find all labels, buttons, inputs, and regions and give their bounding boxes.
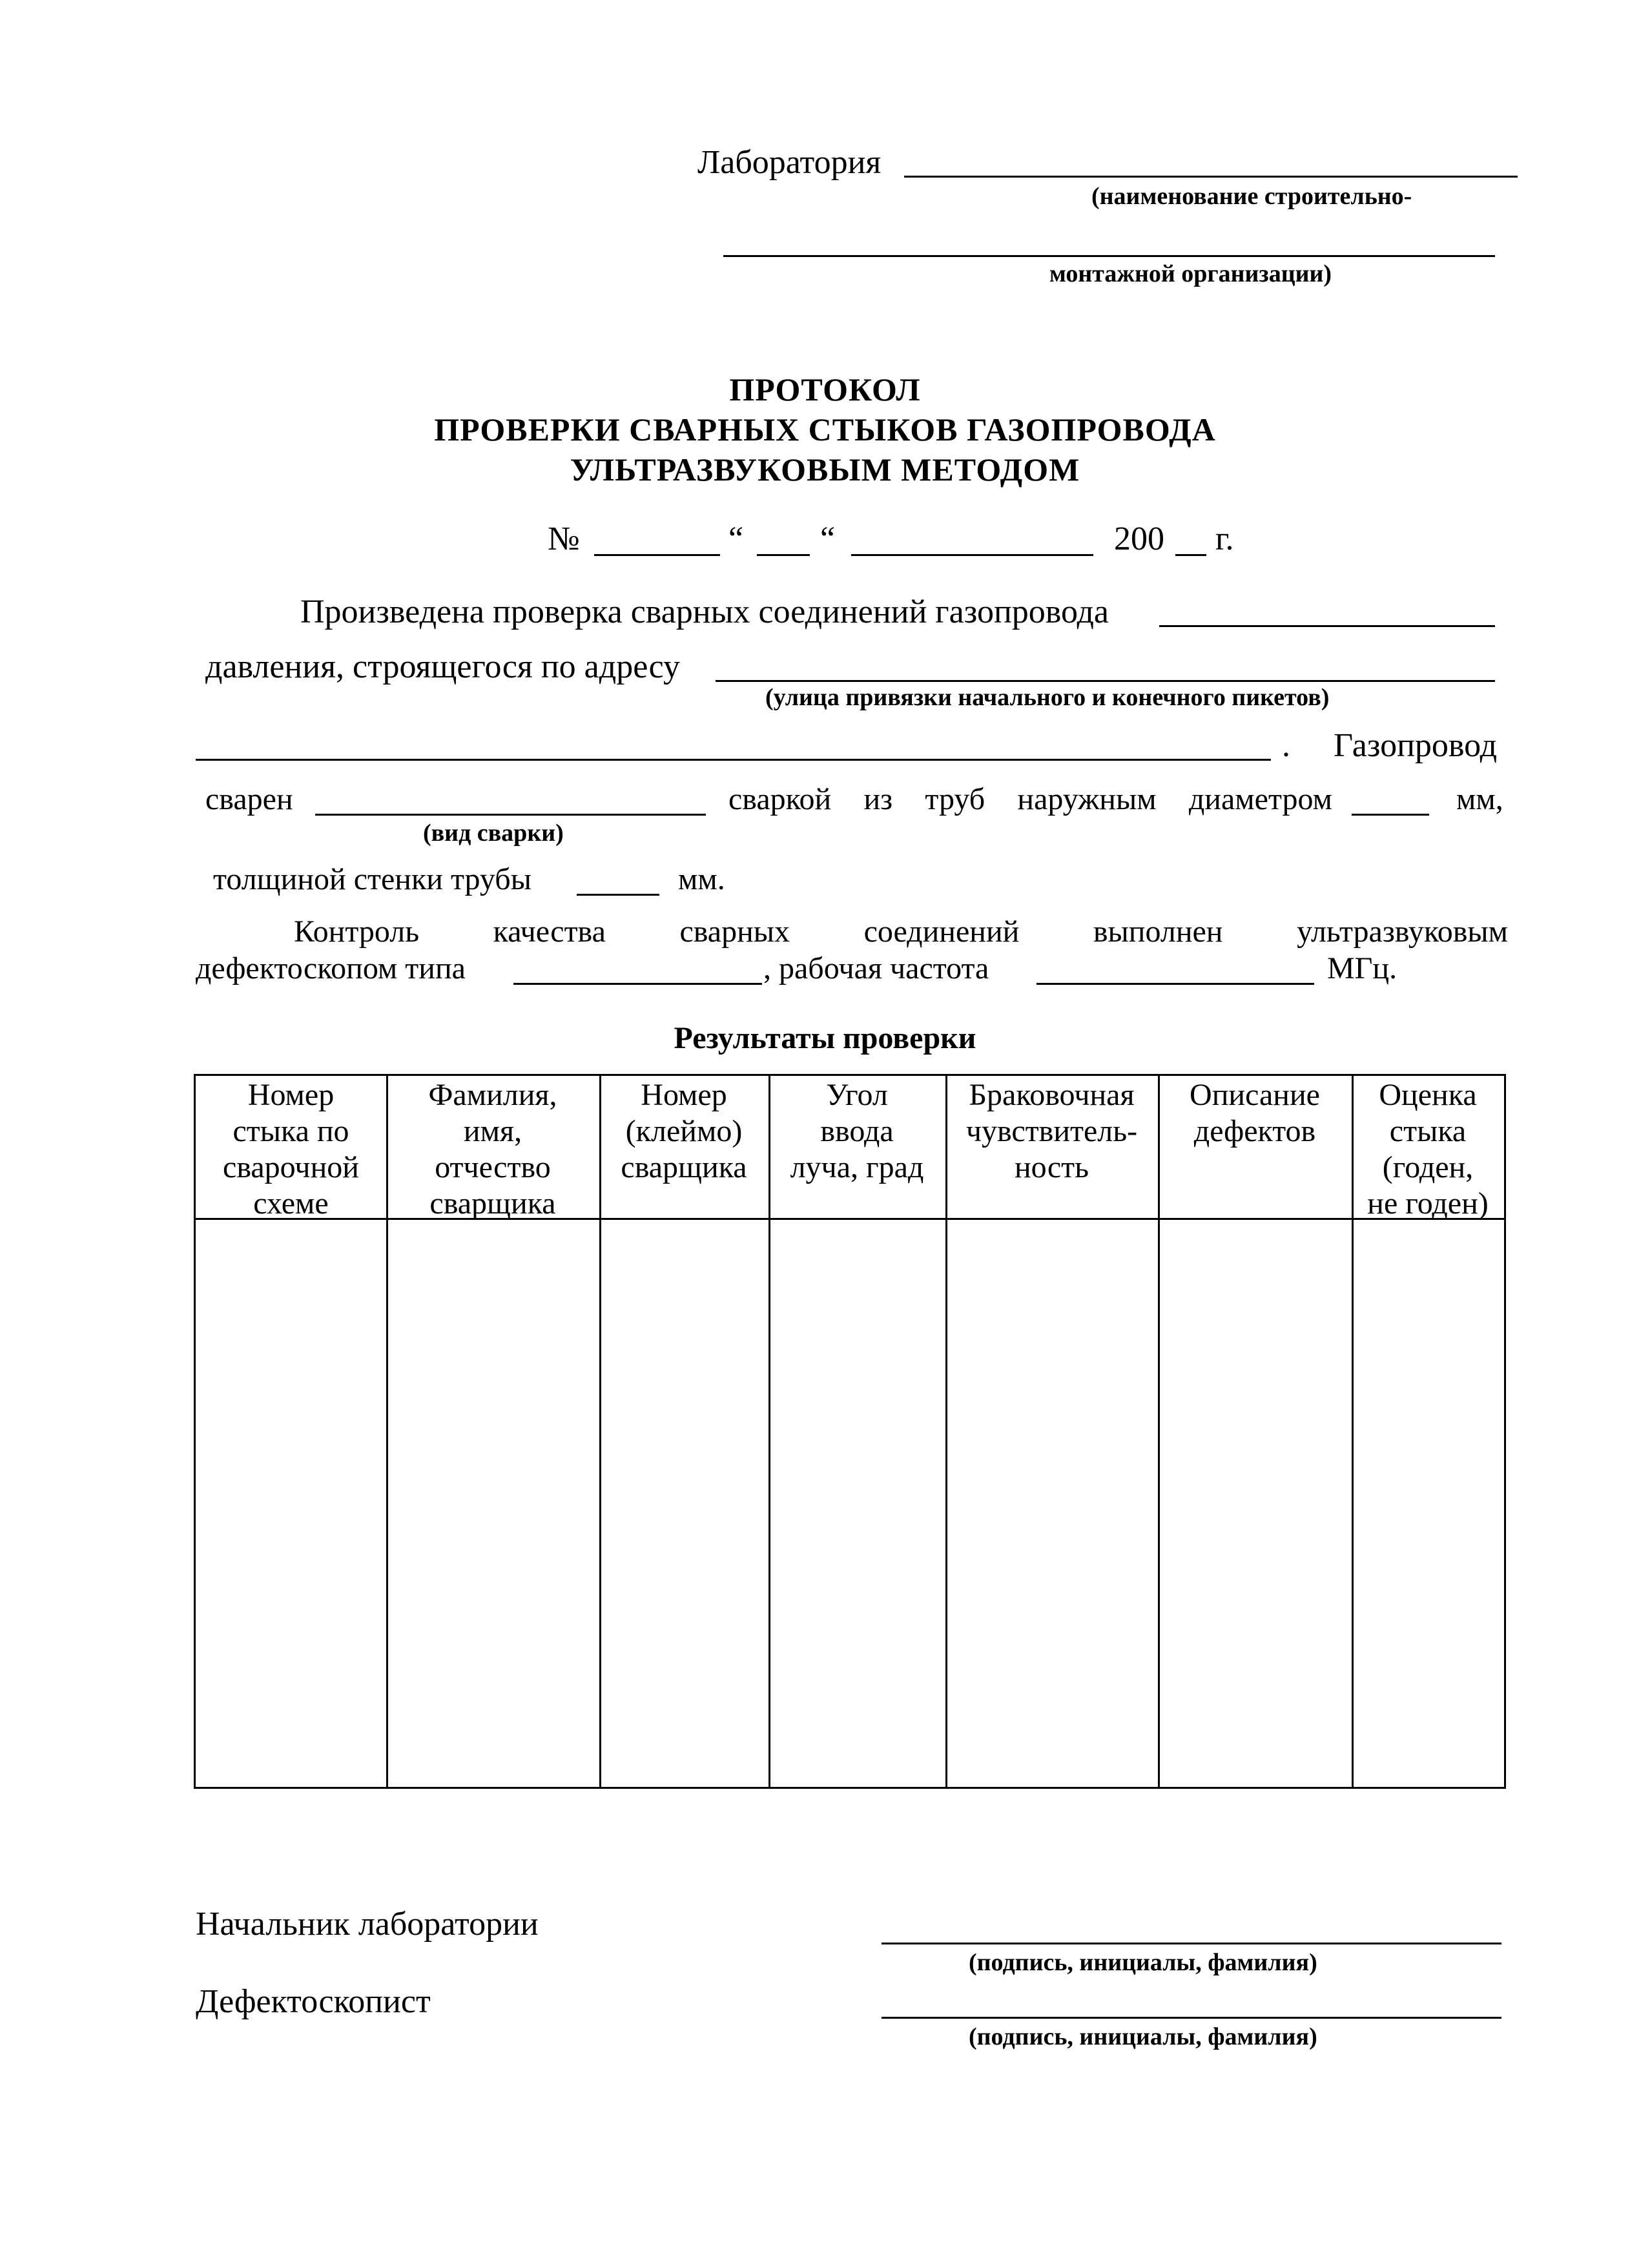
column-header-welder-stamp: Номер (клеймо) сварщика	[621, 1078, 747, 1184]
number-sign: №	[548, 521, 580, 557]
welded-word: сварен	[205, 782, 293, 816]
date-year-prefix: 200	[1114, 521, 1164, 557]
lab-head-signature-field[interactable]	[882, 1943, 1501, 1944]
inspector-label: Дефектоскопист	[196, 1983, 431, 2020]
control-text-line	[294, 914, 1508, 950]
frequency-field[interactable]	[1036, 983, 1314, 985]
document-title-line-3: УЛЬТРАЗВУКОВЫМ МЕТОДОМ	[570, 451, 1080, 488]
date-year-suffix: г.	[1215, 521, 1234, 557]
document-title-line-2: ПРОВЕРКИ СВАРНЫХ СТЫКОВ ГАЗОПРОВОДА	[434, 411, 1216, 448]
detector-type-text: дефектоскопом типа	[196, 951, 466, 985]
control-word-2: качества	[493, 914, 606, 949]
column-header-joint-number: Номер стыка по сварочной схеме	[223, 1078, 359, 1221]
lab-head-label: Начальник лаборатории	[196, 1906, 539, 1943]
outer-diameter-field[interactable]	[1352, 814, 1429, 816]
sentence-dot: .	[1282, 727, 1290, 764]
mm-unit-1: мм,	[1456, 782, 1503, 816]
weld-word-1: сваркой	[728, 782, 832, 816]
wall-thickness-text: толщиной стенки трубы	[213, 862, 531, 896]
document-title-line-1: ПРОТОКОЛ	[729, 371, 921, 407]
detector-type-field[interactable]	[513, 983, 762, 985]
weld-word-5: диаметром	[1188, 782, 1332, 816]
gasline-word: Газопровод	[1334, 727, 1498, 764]
control-word-6: ультразвуковым	[1297, 914, 1508, 949]
laboratory-name-field[interactable]	[904, 176, 1518, 178]
weld-type-field[interactable]	[315, 814, 706, 816]
frequency-text: , рабочая частота	[763, 951, 989, 985]
street-hint: (улица привязки начального и конечного пикетов)	[765, 684, 1330, 711]
address-field[interactable]	[716, 680, 1495, 682]
wall-thickness-field[interactable]	[577, 894, 659, 896]
column-header-defect-description: Описание дефектов	[1190, 1078, 1320, 1148]
control-word-1: Контроль	[294, 914, 420, 949]
date-quote-close: “	[820, 521, 836, 557]
date-day-field[interactable]	[757, 554, 810, 556]
laboratory-org-hint-1: (наименование строительно-	[1091, 183, 1412, 210]
address-intro-text: давления, строящегося по адресу	[205, 648, 680, 685]
gas-pressure-field[interactable]	[1159, 625, 1495, 627]
date-quote-open: “	[728, 521, 744, 557]
weld-word-3: труб	[925, 782, 985, 816]
column-header-rejection-sensitivity: Браковочная чувствитель- ность	[965, 1078, 1138, 1184]
weld-word-2: из	[863, 782, 893, 816]
mm-unit-2: мм.	[678, 862, 725, 896]
weld-word-4: наружным	[1017, 782, 1157, 816]
address-field-2[interactable]	[196, 759, 1271, 761]
date-month-field[interactable]	[851, 554, 1093, 556]
control-word-3: сварных	[679, 914, 790, 949]
results-table	[194, 1074, 1506, 1789]
inspector-signature-field[interactable]	[882, 2017, 1501, 2019]
weld-type-hint: (вид сварки)	[423, 820, 564, 847]
control-word-4: соединений	[863, 914, 1020, 949]
control-word-5: выполнен	[1093, 914, 1223, 949]
inspector-signature-hint: (подпись, инициалы, фамилия)	[969, 2023, 1317, 2050]
mhz-unit: МГц.	[1327, 951, 1397, 985]
column-header-welder-name: Фамилия, имя, отчество сварщика	[428, 1078, 557, 1221]
column-header-joint-assessment: Оценка стыка (годен, не годен)	[1367, 1078, 1489, 1221]
table-header-divider	[196, 1218, 1504, 1220]
results-heading: Результаты проверки	[674, 1021, 976, 1055]
column-header-beam-angle: Угол ввода луча, град	[790, 1078, 924, 1184]
laboratory-org-hint-2: монтажной организации)	[1049, 260, 1332, 287]
weld-description	[728, 781, 1332, 818]
date-year-field[interactable]	[1175, 554, 1206, 556]
laboratory-label: Лаборатория	[697, 144, 882, 181]
lab-head-signature-hint: (подпись, инициалы, фамилия)	[969, 1949, 1317, 1976]
protocol-number-field[interactable]	[594, 554, 720, 556]
laboratory-org-field-2[interactable]	[723, 255, 1495, 257]
inspection-intro-text: Произведена проверка сварных соединений газопровода	[300, 593, 1109, 630]
